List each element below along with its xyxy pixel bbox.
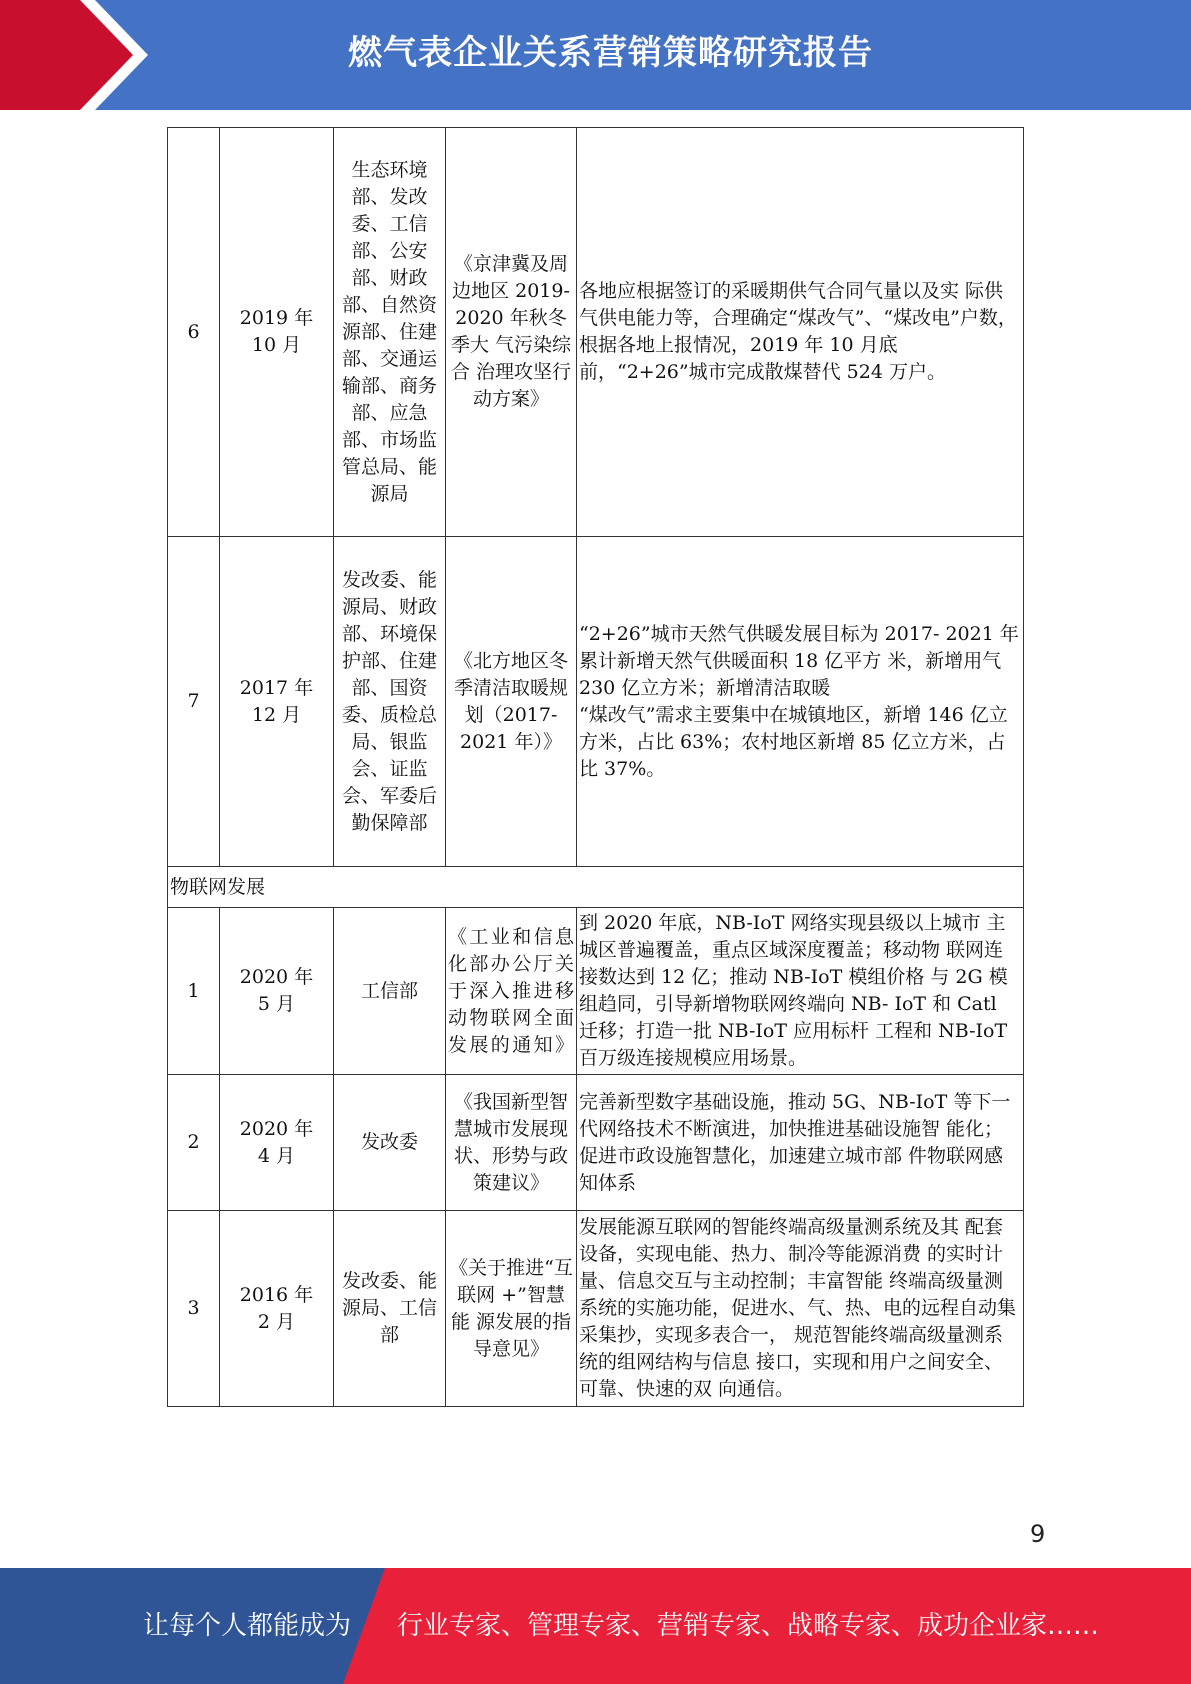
- row-document: 《工业和信息化部办公厅关于深入推进移动物联网全面发展的通知》: [446, 908, 577, 1075]
- row-date-year: 2016 年: [239, 1283, 314, 1306]
- row-document: 《京津冀及周边地区 2019-2020 年秋冬季大 气污染综合 治理攻坚行动方案》: [446, 128, 577, 537]
- row-content: 发展能源互联网的智能终端高级量测系统及其 配套设备，实现电能、热力、制冷等能源消费 的实时计量、信息交互与主动控制；丰富智能 终端高级量测系统的实施功能，促进水、气、热、电的远程自动集采集抄，实现多表合一， 规范智能终端高级量测系统的组网结构与信息 接口，实现和用户之间安全、可靠、快速的双 向通信。: [577, 1211, 1024, 1407]
- row-date-year: 2017 年: [239, 676, 314, 699]
- row-date: [220, 1211, 334, 1407]
- row-department: 工信部: [334, 908, 446, 1075]
- row-date: [220, 537, 334, 867]
- row-date-month: 4 月: [257, 1144, 296, 1167]
- row-department: 发改委、能源局、工信部: [334, 1211, 446, 1407]
- row-date: [220, 128, 334, 537]
- page-number: 9: [1030, 1520, 1046, 1548]
- row-content: 各地应根据签订的采暖期供气合同气量以及实 际供气供电能力等，合理确定“煤改气”、“煤改电”户数，根据各地上报情况，2019 年 10 月底前，“2+26”城市完成散煤替代 524 万户。: [577, 128, 1024, 537]
- table-row: [168, 1211, 1024, 1407]
- table-row: [168, 537, 1024, 867]
- section-title: 物联网发展: [168, 867, 1024, 908]
- row-content: 到 2020 年底，NB-IoT 网络实现县级以上城市 主城区普遍覆盖，重点区域深度覆盖；移动物 联网连接数达到 12 亿；推动 NB-IoT 模组价格 与 2G 模组趋同，引导新增物联网终端向 NB- IoT 和 Catl 迁移；打造一批 NB-IoT 应用标杆 工程和 NB-IoT 百万级连接规模应用场景。: [577, 908, 1024, 1075]
- row-date: [220, 908, 334, 1075]
- row-document: 《我国新型智慧城市发展现状、形势与政策建议》: [446, 1075, 577, 1211]
- table-row: [168, 128, 1024, 537]
- header-banner: [0, 0, 1191, 110]
- row-number: 2: [168, 1075, 220, 1211]
- row-date-year: 2020 年: [239, 966, 314, 988]
- section-row: [168, 867, 1024, 908]
- row-date: [220, 1075, 334, 1211]
- row-date-month: 5 月: [257, 993, 296, 1015]
- row-number: 3: [168, 1211, 220, 1407]
- row-content: [577, 537, 1024, 867]
- footer-slogan-left: 让每个人都能成为: [143, 1611, 352, 1641]
- row-document: 《关于推进“互联网 +”智慧能 源发展的指导意见》: [446, 1211, 577, 1407]
- row-content: 完善新型数字基础设施，推动 5G、NB-IoT 等下一代网络技术不断演进，加快推进基础设施智 能化；促进市政设施智慧化，加速建立城市部 件物联网感知体系: [577, 1075, 1024, 1211]
- table-row: [168, 908, 1024, 1075]
- row-department: 生态环境部、发改委、工信部、公安部、财政部、自然资源部、住建部、交通运输部、商务部、应急部、市场监管总局、能源局: [334, 128, 446, 537]
- row-number: 6: [168, 128, 220, 537]
- footer-slogan-right: 行业专家、管理专家、营销专家、战略专家、成功企业家……: [397, 1611, 1100, 1641]
- row-date-month: 10 月: [251, 334, 302, 356]
- table-row: [168, 1075, 1024, 1211]
- page-title: 燃气表企业关系营销策略研究报告: [348, 33, 873, 73]
- row-department: 发改委: [334, 1075, 446, 1211]
- row-date-year: 2019 年: [239, 307, 314, 329]
- row-date-year: 2020 年: [239, 1117, 314, 1140]
- row-date-month: 2 月: [257, 1310, 296, 1333]
- row-content-line: “2+26”城市天然气供暖发展目标为 2017- 2021 年累计新增天然气供暖面积 18 亿平方 米，新增用气 230 亿立方米；新增清洁取暖: [579, 622, 1019, 699]
- footer-banner: [0, 1568, 1191, 1684]
- row-content-line: “煤改气”需求主要集中在城镇地区，新增 146 亿立方米，占比 63%；农村地区新增 85 亿立方米，占比 37%。: [579, 703, 1008, 780]
- row-number: 7: [168, 537, 220, 867]
- row-date-month: 12 月: [251, 703, 302, 726]
- policy-table: [167, 127, 1024, 1407]
- row-number: 1: [168, 908, 220, 1075]
- row-document: 《北方地区冬季清洁取暖规划（2017-2021 年）》: [446, 537, 577, 867]
- row-department: 发改委、能源局、财政部、环境保护部、住建部、国资委、质检总局、银监会、证监会、军委后勤保障部: [334, 537, 446, 867]
